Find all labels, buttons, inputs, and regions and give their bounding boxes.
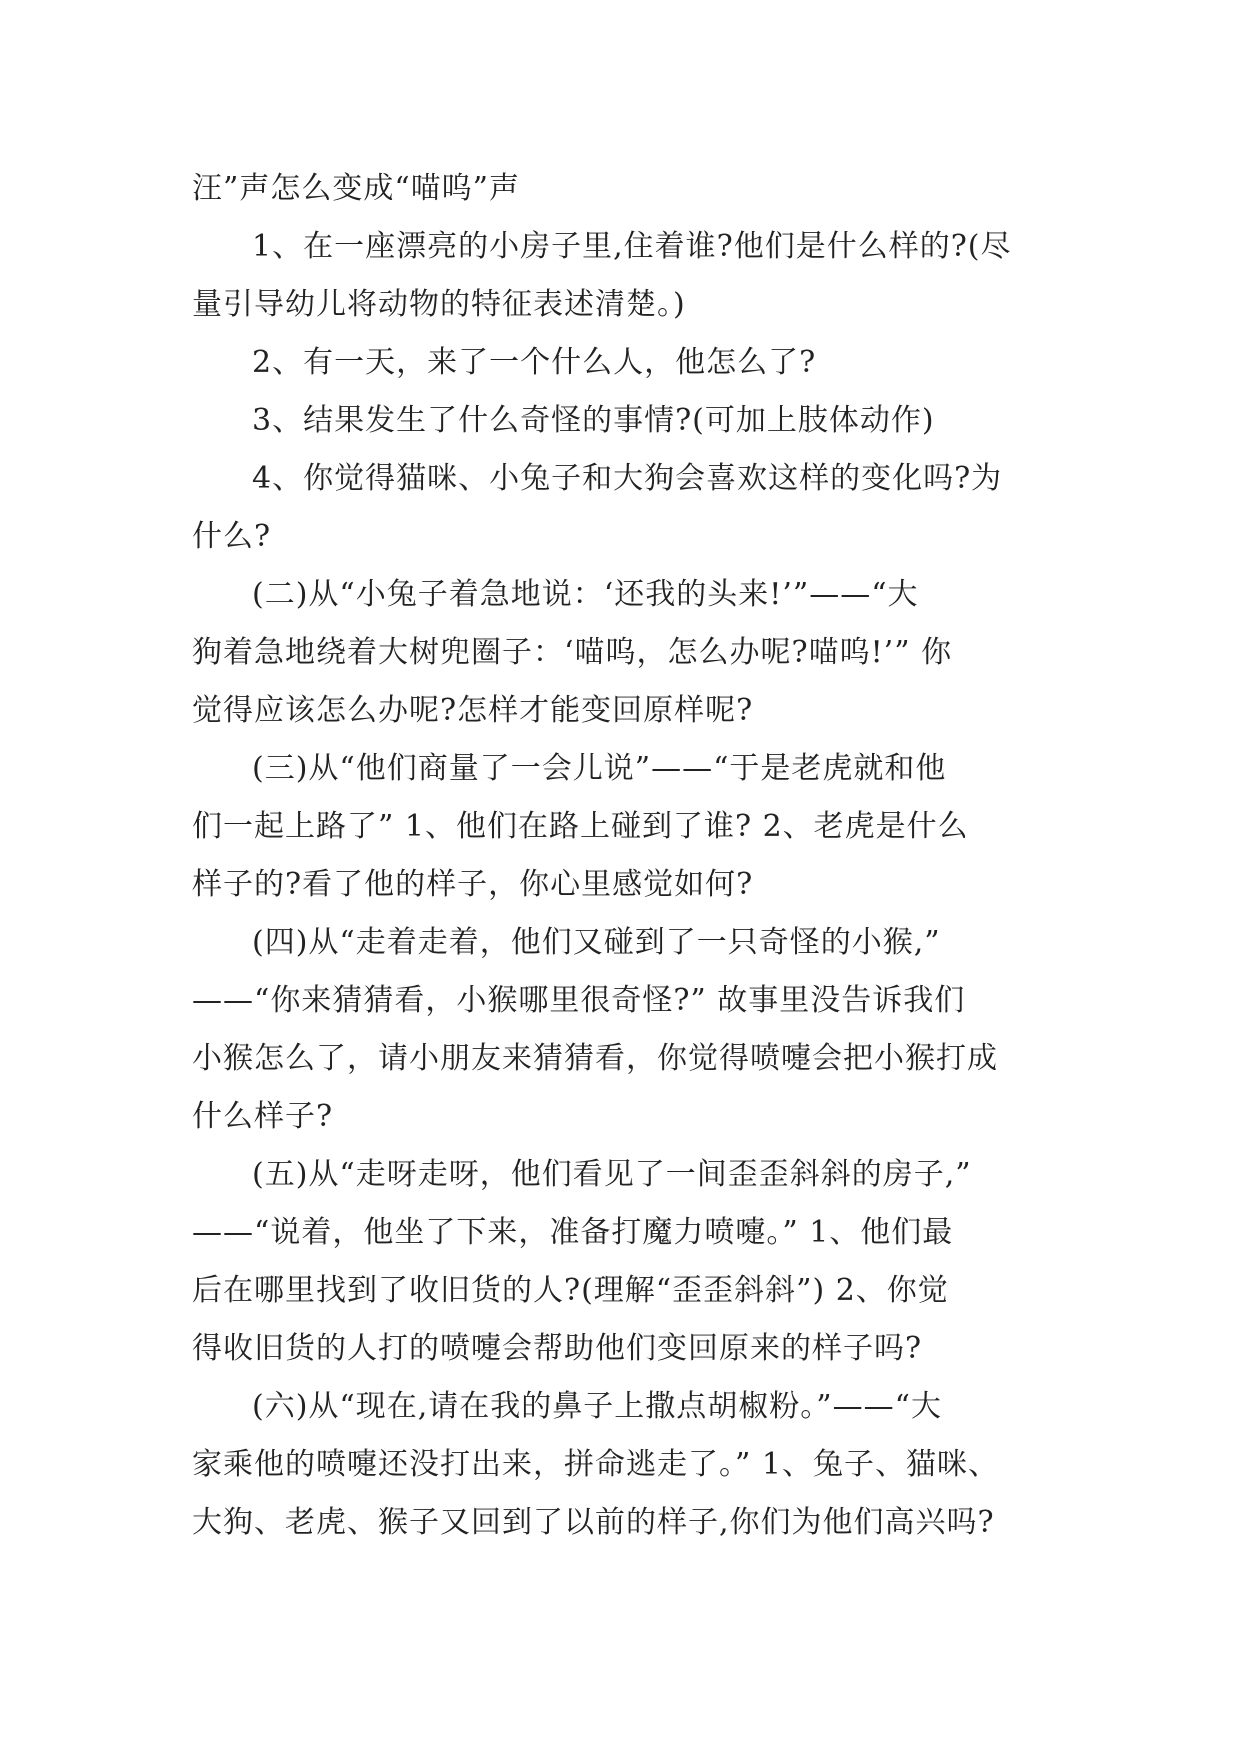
- text-line: (二)从“小兔子着急地说：‘还我的头来!’”——“大: [252, 577, 919, 612]
- text-line: 狗着急地绕着大树兜圈子：‘喵呜，怎么办呢?喵呜!’” 你: [192, 635, 953, 670]
- text-line: ——“说着，他坐了下来，准备打魔力喷嚏。” 1、他们最: [192, 1215, 954, 1250]
- text-line: 样子的?看了他的样子，你心里感觉如何?: [192, 867, 754, 902]
- text-line: (六)从“现在,请在我的鼻子上撒点胡椒粉。”——“大: [252, 1389, 942, 1424]
- text-line: 3、结果发生了什么奇怪的事情?(可加上肢体动作): [252, 403, 935, 438]
- body-text: [192, 160, 1052, 1552]
- text-line: ——“你来猜猜看，小猴哪里很奇怪?” 故事里没告诉我们: [192, 983, 966, 1018]
- text-line: 什么?: [192, 519, 272, 554]
- text-line: 什么样子?: [192, 1099, 334, 1134]
- text-line: 大狗、老虎、猴子又回到了以前的样子,你们为他们高兴吗?: [192, 1505, 995, 1540]
- text-line: 们一起上路了” 1、他们在路上碰到了谁? 2、老虎是什么: [192, 809, 969, 844]
- text-line: 汪”声怎么变成“喵呜”声: [192, 171, 521, 206]
- text-line: 得收旧货的人打的喷嚏会帮助他们变回原来的样子吗?: [192, 1331, 923, 1366]
- text-line: 觉得应该怎么办呢?怎样才能变回原样呢?: [192, 693, 754, 728]
- text-line: 后在哪里找到了收旧货的人?(理解“歪歪斜斜”) 2、你觉: [192, 1273, 949, 1308]
- text-line: (五)从“走呀走呀，他们看见了一间歪歪斜斜的房子,”: [252, 1157, 972, 1192]
- text-line: 家乘他的喷嚏还没打出来，拼命逃走了。” 1、兔子、猫咪、: [192, 1447, 999, 1482]
- text-line: 1、在一座漂亮的小房子里,住着谁?他们是什么样的?(尽: [252, 229, 1012, 264]
- text-line: 2、有一天，来了一个什么人，他怎么了?: [252, 345, 817, 380]
- text-line: 小猴怎么了，请小朋友来猜猜看，你觉得喷嚏会把小猴打成: [192, 1041, 998, 1076]
- text-line: (四)从“走着走着，他们又碰到了一只奇怪的小猴,”: [252, 925, 941, 960]
- text-line: 量引导幼儿将动物的特征表述清楚。): [192, 287, 686, 322]
- text-line: (三)从“他们商量了一会儿说”——“于是老虎就和他: [252, 751, 947, 786]
- text-line: 4、你觉得猫咪、小兔子和大狗会喜欢这样的变化吗?为: [252, 461, 1003, 496]
